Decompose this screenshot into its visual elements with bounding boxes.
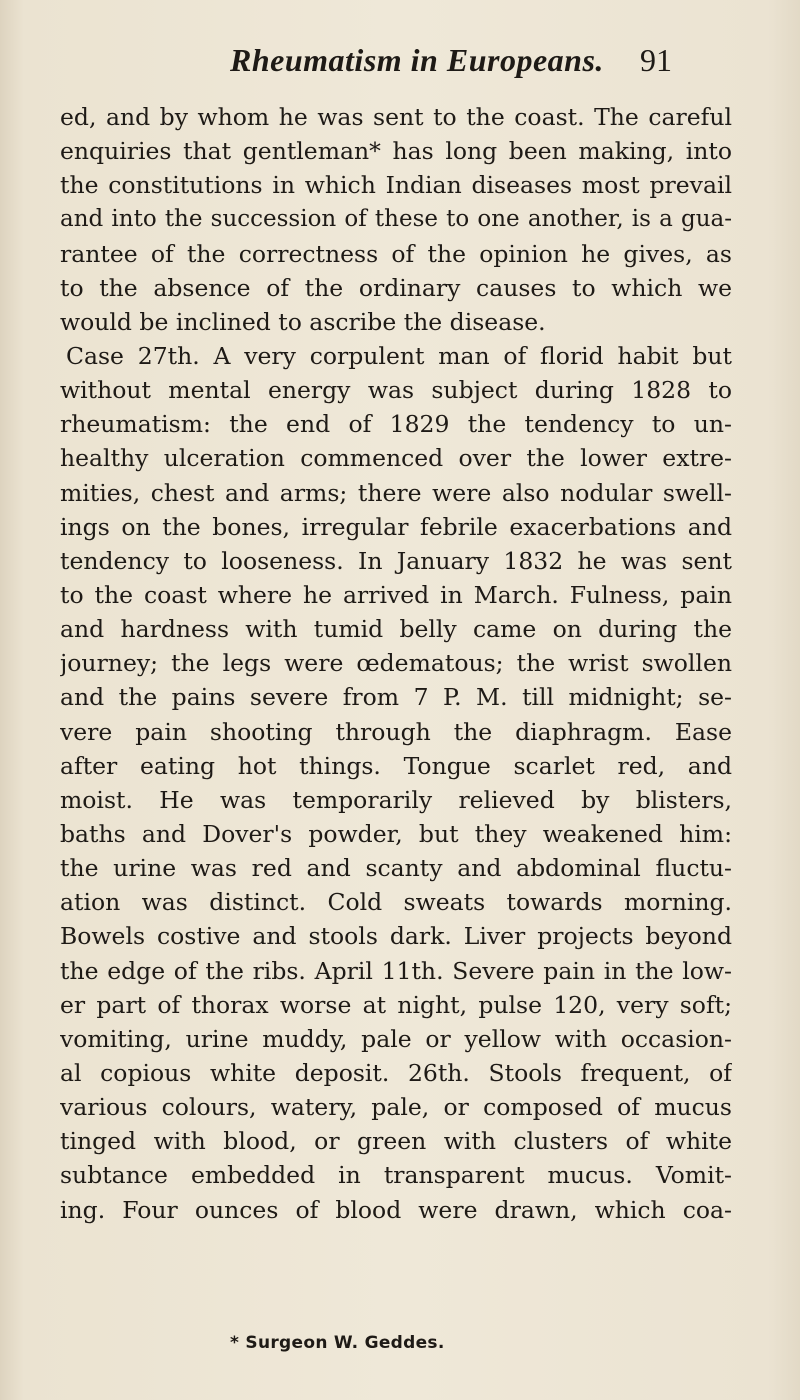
- text-line: vere pain shooting through the diaphragm. Ease: [60, 717, 732, 746]
- text-line: and into the succession of these to one another, is a gua-: [60, 206, 732, 233]
- text-line: subtance embedded in transparent mucus. Vomit-: [60, 1161, 732, 1190]
- text-line: and hardness with tumid belly came on during the: [60, 615, 732, 644]
- text-line: without mental energy was subject during 1828 to: [60, 376, 732, 405]
- text-line: to the coast where he arrived in March. Fulness, pain: [60, 580, 732, 609]
- text-line: al copious white deposit. 26th. Stools frequent, of: [60, 1058, 732, 1087]
- text-line: tinged with blood, or green with clusters of white: [60, 1127, 732, 1156]
- text-line: baths and Dover's powder, but they weakened him:: [60, 819, 732, 848]
- text-line: to the absence of the ordinary causes to which we: [60, 273, 732, 302]
- text-line: vomiting, urine muddy, pale or yellow with occasion-: [60, 1024, 732, 1053]
- text-line: ation was distinct. Cold sweats towards morning.: [60, 888, 732, 917]
- running-head: Rheumatism in Europeans.: [230, 42, 604, 78]
- text-line: enquiries that gentleman* has long been making, into: [60, 137, 732, 166]
- text-line: ed, and by whom he was sent to the coast. The careful: [60, 103, 732, 131]
- page-number: 91: [640, 42, 672, 78]
- text-line: would be inclined to ascribe the disease.: [60, 307, 546, 336]
- text-line: Case 27th. A very corpulent man of florid habit but: [66, 341, 732, 370]
- page-header: [0, 42, 800, 92]
- text-line: after eating hot things. Tongue scarlet red, and: [60, 751, 732, 780]
- text-line: the urine was red and scanty and abdominal fluctu-: [60, 854, 732, 883]
- text-line: er part of thorax worse at night, pulse 120, very soft;: [60, 990, 732, 1019]
- body-text: [60, 100, 732, 1227]
- text-line: ings on the bones, irregular febrile exacerbations and: [60, 512, 732, 541]
- text-line: and the pains severe from 7 P. M. till midnight; se-: [60, 683, 732, 712]
- text-line: the constitutions in which Indian diseases most prevail: [60, 171, 732, 200]
- text-line: healthy ulceration commenced over the lower extre-: [60, 444, 732, 473]
- text-line: Bowels costive and stools dark. Liver projects beyond: [60, 922, 732, 951]
- text-line: journey; the legs were œdematous; the wrist swollen: [60, 649, 732, 678]
- text-line: ing. Four ounces of blood were drawn, which coa-: [60, 1195, 732, 1224]
- text-line: rheumatism: the end of 1829 the tendency to un-: [60, 410, 732, 439]
- text-line: moist. He was temporarily relieved by blisters,: [60, 785, 732, 814]
- text-line: rantee of the correctness of the opinion he gives, as: [60, 239, 732, 268]
- footnote: * Surgeon W. Geddes.: [230, 1333, 445, 1353]
- text-line: the edge of the ribs. April 11th. Severe pain in the low-: [60, 956, 732, 985]
- text-line: various colours, watery, pale, or composed of mucus: [60, 1093, 732, 1122]
- text-line: mities, chest and arms; there were also nodular swell-: [60, 478, 732, 507]
- text-line: tendency to looseness. In January 1832 he was sent: [60, 546, 732, 575]
